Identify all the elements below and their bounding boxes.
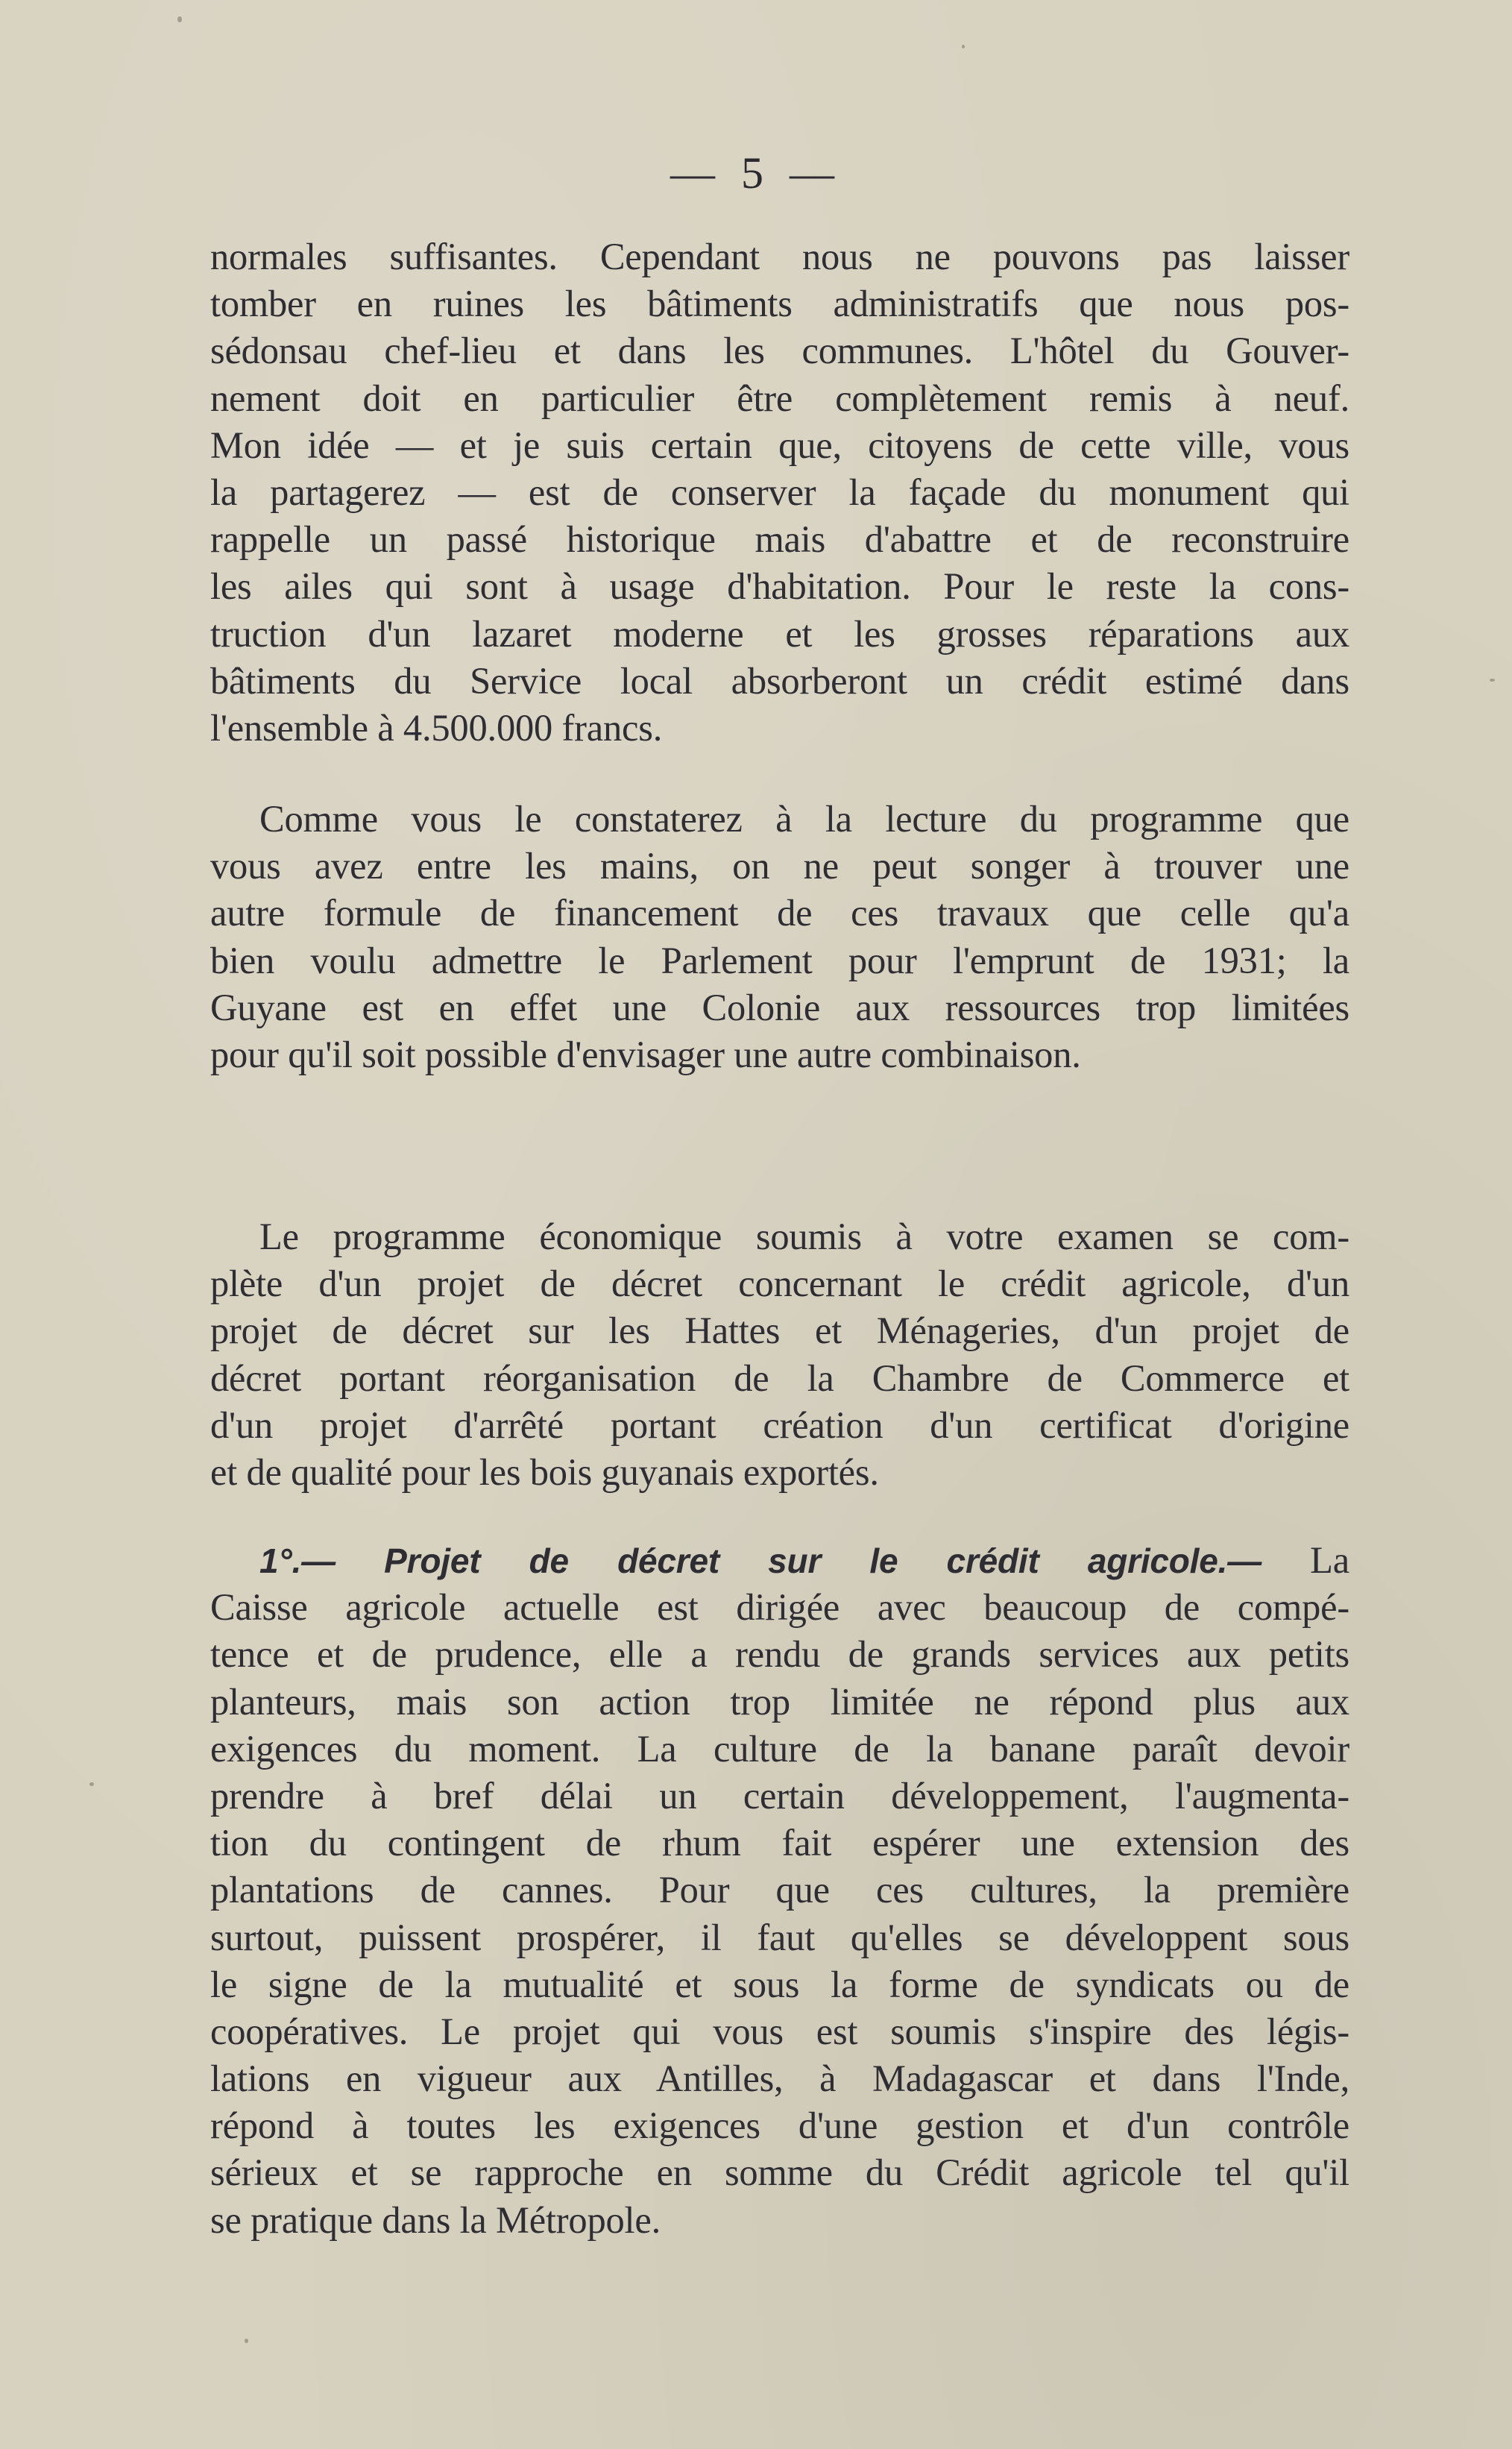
- text-line: projet de décret sur les Hattes et Ménageries, d'un projet de: [210, 1310, 1349, 1352]
- text-line: normales suffisantes. Cependant nous ne pouvons pas laisser: [210, 236, 1349, 277]
- section-heading: 1°.— Projet de décret sur le crédit agricole.—: [259, 1541, 1262, 1580]
- text-line: plète d'un projet de décret concernant le crédit agricole, d'un: [210, 1263, 1349, 1305]
- text-line: répond à toutes les exigences d'une gestion et d'un contrôle: [210, 2104, 1349, 2147]
- text-line: vous avez entre les mains, on ne peut songer à trouver une: [210, 845, 1349, 887]
- text-line: Mon idée — et je suis certain que, citoyens de cette ville, vous: [210, 424, 1349, 466]
- text-line: coopératives. Le projet qui vous est soumis s'inspire des légis-: [210, 2010, 1349, 2052]
- paragraph-2: [210, 796, 1349, 1078]
- section-heading-line: [210, 1537, 1349, 1584]
- text-line: tomber en ruines les bâtiments administratifs que nous pos-: [210, 283, 1349, 325]
- text-line: d'un projet d'arrêté portant création d'un certificat d'origine: [210, 1403, 1349, 1446]
- text-line: sédonsau chef-lieu et dans les communes. L'hôtel du Gouver-: [210, 330, 1349, 372]
- text-line: planteurs, mais son action trop limitée ne répond plus aux: [210, 1680, 1349, 1723]
- text-line: décret portant réorganisation de la Chambre de Commerce et: [210, 1356, 1349, 1399]
- text-line: rappelle un passé historique mais d'abattre et de reconstruire: [210, 518, 1349, 561]
- paragraph-1: [210, 233, 1349, 752]
- text-line: la partagerez — est de conserver la façade du monument qui: [210, 471, 1349, 513]
- text-line: sérieux et se rapproche en somme du Crédit agricole tel qu'il: [210, 2151, 1349, 2194]
- text-line: prendre à bref délai un certain développement, l'augmenta-: [210, 1774, 1349, 1817]
- heading-tail: La: [1310, 1539, 1349, 1581]
- paragraph-4: [210, 1537, 1349, 2244]
- text-line: pour qu'il soit possible d'envisager une autre combinaison.: [210, 1033, 1081, 1075]
- text-line: Le programme économique soumis à votre examen se com-: [259, 1216, 1349, 1257]
- paper-speck: [1490, 679, 1495, 682]
- text-line: Caisse agricole actuelle est dirigée avec beaucoup de compé-: [210, 1586, 1349, 1629]
- text-line: exigences du moment. La culture de la banane paraît devoir: [210, 1727, 1349, 1770]
- text-line: bâtiments du Service local absorberont un crédit estimé dans: [210, 659, 1349, 702]
- text-line: les ailes qui sont à usage d'habitation. Pour le reste la cons-: [210, 565, 1349, 608]
- text-line: se pratique dans la Métropole.: [210, 2198, 661, 2241]
- text-line: plantations de cannes. Pour que ces cultures, la première: [210, 1869, 1349, 1911]
- page-number: — 5 —: [670, 148, 842, 198]
- paper-speck: [245, 2339, 248, 2343]
- paper-speck: [177, 16, 182, 22]
- text-line: tence et de prudence, elle a rendu de grands services aux petits: [210, 1633, 1349, 1676]
- text-line: bien voulu admettre le Parlement pour l'emprunt de 1931; la: [210, 939, 1349, 981]
- text-line: autre formule de financement de ces travaux que celle qu'a: [210, 892, 1349, 934]
- text-line: le signe de la mutualité et sous la forme de syndicats ou de: [210, 1963, 1349, 2005]
- text-line: et de qualité pour les bois guyanais exportés.: [210, 1450, 879, 1493]
- text-line: truction d'un lazaret moderne et les grosses réparations aux: [210, 612, 1349, 655]
- text-line: l'ensemble à 4.500.000 francs.: [210, 706, 663, 749]
- text-line: Guyane est en effet une Colonie aux ressources trop limitées: [210, 986, 1349, 1028]
- paragraph-3: [210, 1213, 1349, 1496]
- paper-speck: [962, 45, 965, 48]
- text-line: surtout, puissent prospérer, il faut qu'elles se développent sous: [210, 1916, 1349, 1958]
- text-line: Comme vous le constaterez à la lecture du programme que: [259, 798, 1349, 840]
- text-line: tion du contingent de rhum fait espérer une extension des: [210, 1822, 1349, 1864]
- text-line: nement doit en particulier être complètement remis à neuf.: [210, 377, 1349, 419]
- text-line: lations en vigueur aux Antilles, à Madagascar et dans l'Inde,: [210, 2057, 1349, 2100]
- paper-speck: [89, 1782, 94, 1786]
